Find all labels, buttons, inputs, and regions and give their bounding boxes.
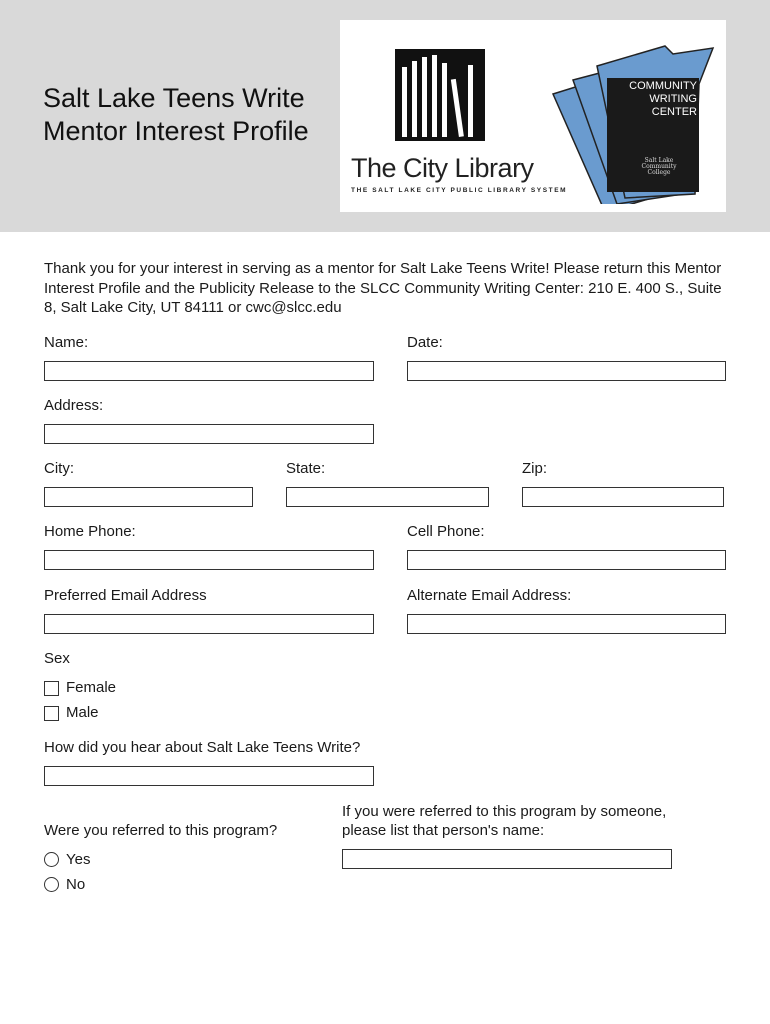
referrer-label-line-1: If you were referred to this program by someone,	[342, 803, 667, 820]
referrer-name-field[interactable]	[342, 849, 672, 869]
date-field[interactable]	[407, 361, 726, 381]
header-banner	[0, 0, 770, 232]
zip-field[interactable]	[522, 487, 724, 507]
city-library-subtitle: THE SALT LAKE CITY PUBLIC LIBRARY SYSTEM	[351, 187, 568, 194]
city-library-logo-icon	[395, 49, 485, 141]
state-label: State:	[286, 460, 326, 477]
male-checkbox[interactable]	[44, 706, 59, 721]
community-writing-center-logo-icon	[545, 44, 720, 204]
cwc-line-2: WRITING	[649, 93, 697, 105]
referred-no-radio[interactable]	[44, 877, 59, 892]
preferred-email-label: Preferred Email Address	[44, 587, 207, 604]
intro-paragraph: Thank you for your interest in serving as a mentor for Salt Lake Teens Write! Please return this Mentor Interest Profile and the Publicity Release to the SLCC Community Writing Center: 210 E. 400 S., Suite 8, Salt Lake City, UT 84111 or cwc@slcc.edu	[44, 260, 722, 316]
referred-question-label: Were you referred to this program?	[44, 822, 278, 839]
title-line-2: Mentor Interest Profile	[43, 116, 309, 146]
home-phone-label: Home Phone:	[44, 523, 136, 540]
logos-panel	[340, 20, 726, 212]
cell-phone-label: Cell Phone:	[407, 523, 485, 540]
sex-label: Sex	[44, 650, 70, 667]
referred-yes-radio[interactable]	[44, 852, 59, 867]
address-label: Address:	[44, 397, 104, 414]
zip-label: Zip:	[522, 460, 548, 477]
date-label: Date:	[407, 334, 443, 351]
name-field[interactable]	[44, 361, 374, 381]
yes-option-label: Yes	[66, 851, 91, 868]
title-line-1: Salt Lake Teens Write	[43, 83, 305, 113]
preferred-email-field[interactable]	[44, 614, 374, 634]
hear-about-field[interactable]	[44, 766, 374, 786]
alternate-email-field[interactable]	[407, 614, 726, 634]
female-checkbox[interactable]	[44, 681, 59, 696]
cell-phone-field[interactable]	[407, 550, 726, 570]
alternate-email-label: Alternate Email Address:	[407, 587, 572, 604]
name-label: Name:	[44, 334, 89, 351]
state-field[interactable]	[286, 487, 489, 507]
hear-about-label: How did you hear about Salt Lake Teens Write?	[44, 739, 361, 756]
female-option-label: Female	[66, 679, 117, 696]
referrer-label-line-2: please list that person's name:	[342, 822, 545, 839]
city-field[interactable]	[44, 487, 253, 507]
home-phone-field[interactable]	[44, 550, 374, 570]
city-library-name: The City Library	[351, 153, 534, 183]
slcc-logo-text: Salt Lake Community College	[641, 157, 677, 176]
cwc-logo-text	[597, 80, 697, 119]
cwc-line-3: CENTER	[651, 106, 697, 118]
city-label: City:	[44, 460, 74, 477]
male-option-label: Male	[66, 704, 99, 721]
no-option-label: No	[66, 876, 86, 893]
address-field[interactable]	[44, 424, 374, 444]
page-title	[43, 82, 309, 148]
cwc-line-1: COMMUNITY	[629, 80, 697, 92]
